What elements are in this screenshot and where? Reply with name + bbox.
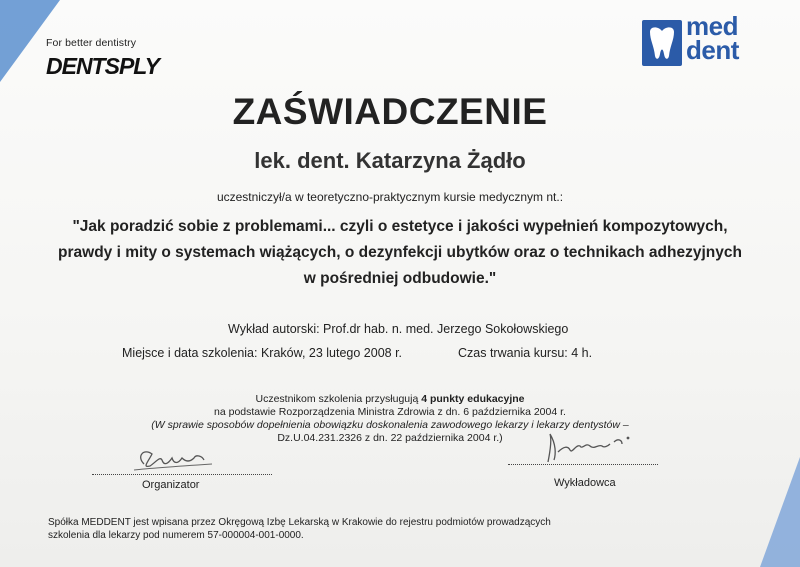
course-title-line: "Jak poradzić sobie z problemami... czyli o estetyce i jakości wypełnień kompozytowych, [72, 218, 728, 235]
dentsply-tagline: For better dentistry [46, 37, 137, 49]
points-line [0, 393, 780, 406]
participation-statement: uczestniczył/a w teoretyczno-praktycznym kursie medycznym nt.: [216, 190, 564, 204]
dentsply-logo [46, 37, 159, 80]
organizer-signature-block [92, 448, 272, 491]
duration-line: Czas trwania kursu: 4 h. [458, 346, 593, 360]
meddent-logo [642, 11, 746, 70]
registry-note-line: szkolenia dla lekarzy pod numerem 57-000004-001-0000. [48, 530, 304, 541]
place-date-line: Miejsce i data szkolenia: Kraków, 23 lutego 2008 r. [122, 346, 403, 360]
recipient-name: lek. dent. Katarzyna Żądło [254, 148, 526, 173]
organizer-signature [92, 448, 272, 475]
regulation-line: na podstawie Rozporządzenia Ministra Zdrowia z dn. 6 października 2004 r. [214, 406, 566, 418]
lecturer-label: Wykładowca [554, 477, 616, 489]
lecturer-signature-block [508, 438, 658, 489]
tooth-icon [642, 20, 682, 66]
course-title-line: prawdy i mity o systemach wiążących, o dezynfekcji ubytków oraz o technikach adhezyjnych [58, 244, 742, 261]
registry-note [48, 516, 608, 542]
meddent-word-top: med [686, 11, 738, 41]
regulation-reference-line: Dz.U.04.231.2326 z dn. 22 października 2004 r.) [277, 432, 503, 444]
points-count: 4 punkty edukacyjne [421, 393, 525, 405]
course-title [40, 214, 760, 292]
lecturer-signature [508, 438, 658, 465]
points-prefix: Uczestnikom szkolenia przysługują [255, 393, 422, 405]
course-title-line: w pośredniej odbudowie." [303, 270, 497, 287]
dentsply-wordmark: DENTSPLY [46, 53, 159, 79]
certificate-title: ZAŚWIADCZENIE [232, 91, 548, 132]
organizer-label: Organizator [142, 479, 200, 491]
regulation-detail-line: (W sprawie sposobów dopełnienia obowiązku doskonalenia zawodowego lekarzy i lekarzy dentystów – [151, 419, 629, 431]
corner-decoration-bottom-right [760, 457, 800, 567]
meddent-wordmark [686, 11, 739, 65]
meddent-word-bottom: dent [686, 35, 739, 65]
education-points-block [0, 393, 780, 445]
registry-note-line: Spółka MEDDENT jest wpisana przez Okręgową Izbę Lekarską w Krakowie do rejestru podmiotów prowadzących [48, 517, 551, 528]
lecturer-line: Wykład autorski: Prof.dr hab. n. med. Jerzego Sokołowskiego [228, 322, 569, 336]
